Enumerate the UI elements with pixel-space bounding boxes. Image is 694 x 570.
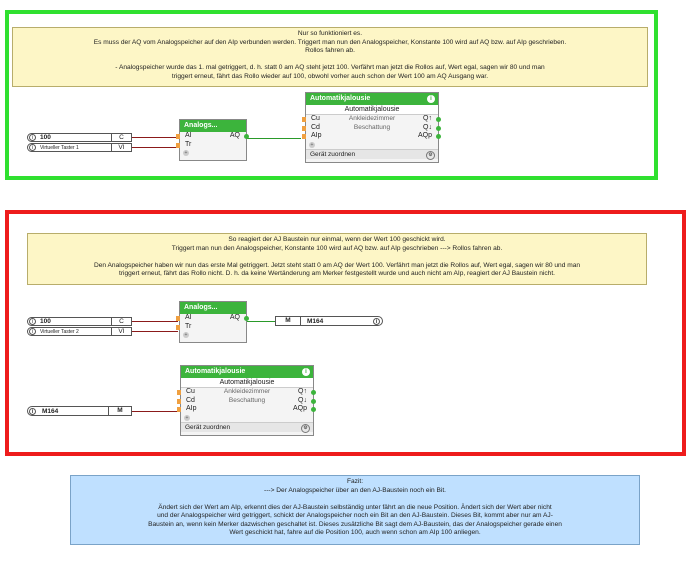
- wire-aq-aip: [246, 138, 301, 139]
- green-note[interactable]: Nur so funktioniert es. Es muss der AQ vom Analogspeicher auf den AIp verbunden werden. Triggert man nun den Analogspeicher, Konstante 100 wird auf AQ bzw. auf AIp geschrieben. Rollos fahren ab. - Analogspeicher wurde das 1. mal getriggert, d. h. statt 0 am AQ steht jetzt 100. Verfährt man jetzt die Rollos auf, Wert egal, sagen wir 80 und man triggert erneut, fährt das Rollo wieder auf 100, obwohl vorher auch schon der Wert 100 am AQ Ausgang war.: [12, 27, 648, 87]
- jal-subtitle: Automatikjalousie: [306, 105, 438, 115]
- marker-name: M164: [42, 407, 59, 415]
- jal-header: Automatikjalousie: [310, 95, 371, 102]
- analog-header: Analogs...: [180, 302, 246, 314]
- jal-room: Ankleidezimmer: [223, 388, 271, 395]
- taster-label: Virtueller Taster 2: [40, 328, 79, 335]
- analog-block-2[interactable]: [179, 301, 247, 343]
- const-port: C: [111, 318, 131, 325]
- const-block-1[interactable]: [27, 133, 132, 153]
- const-value: 100: [40, 134, 51, 141]
- marker-output[interactable]: [275, 316, 383, 326]
- jal-footer[interactable]: Gerät zuordnen: [310, 151, 356, 158]
- marker-port: M: [108, 407, 131, 415]
- jalousie-block-1[interactable]: [305, 92, 439, 163]
- wire-marker-aip: [132, 411, 178, 412]
- wire-c-ai: [132, 137, 178, 138]
- add-pin-icon[interactable]: +: [184, 150, 188, 156]
- const-value: 100: [40, 318, 51, 325]
- info-icon: i: [29, 144, 36, 151]
- jalousie-block-2[interactable]: [180, 365, 314, 436]
- jal-out-up: Q↑: [298, 388, 307, 395]
- jal-in-cd: Cd: [186, 396, 195, 404]
- info-icon: i: [373, 318, 380, 325]
- wire-vi-tr: [132, 331, 178, 332]
- taster-label: Virtueller Taster 1: [40, 144, 79, 151]
- jal-out-down: Q↓: [423, 123, 432, 131]
- analog-header: Analogs...: [180, 120, 246, 132]
- analog-block-1[interactable]: [179, 119, 247, 161]
- marker-name: M164: [307, 317, 324, 325]
- jal-out-aqp: AQp: [292, 405, 307, 412]
- jal-out-up: Q↑: [423, 115, 432, 122]
- jal-subtitle: Automatikjalousie: [181, 378, 313, 388]
- gear-icon[interactable]: ⚙: [301, 424, 310, 433]
- add-pin-icon[interactable]: +: [310, 141, 314, 148]
- jal-in-aip: AIp: [311, 132, 322, 139]
- info-icon: i: [29, 134, 36, 141]
- jal-footer[interactable]: Gerät zuordnen: [185, 424, 231, 431]
- wire-vi-tr: [132, 147, 178, 148]
- analog-in-tr: Tr: [185, 322, 192, 330]
- info-icon: i: [29, 328, 36, 335]
- marker-port: M: [276, 317, 301, 325]
- jal-in-cu: Cu: [311, 115, 320, 122]
- info-icon: i: [29, 408, 36, 415]
- const-port: C: [111, 134, 131, 141]
- jal-func: Beschattung: [228, 396, 266, 404]
- taster-port: VI: [111, 144, 131, 151]
- const-block-2[interactable]: [27, 317, 132, 337]
- marker-input[interactable]: [27, 406, 132, 416]
- taster-port: VI: [111, 328, 131, 335]
- analog-in-tr: Tr: [185, 140, 192, 148]
- wire-aq-marker: [246, 321, 275, 322]
- jal-header: Automatikjalousie: [185, 368, 246, 375]
- jal-out-down: Q↓: [298, 396, 307, 404]
- jal-in-cu: Cu: [186, 388, 195, 395]
- add-pin-icon[interactable]: +: [184, 332, 188, 338]
- info-icon[interactable]: i: [427, 95, 435, 103]
- info-icon[interactable]: i: [302, 368, 310, 376]
- jal-room: Ankleidezimmer: [348, 115, 396, 122]
- wire-c-ai: [132, 321, 178, 322]
- jal-func: Beschattung: [353, 123, 391, 131]
- analog-out-aq: AQ: [229, 132, 240, 139]
- red-note[interactable]: So reagiert der AJ Baustein nur einmal, wenn der Wert 100 geschickt wird. Triggert man nun den Analogspeicher, Konstante 100 wird auf AQ bzw. auf AIp geschrieben ---> Rollos fahren ab. Den Analogspeicher haben wir nun das erste Mal getriggert. Jetzt steht statt 0 am AQ der Wert 100. Verfährt man jetzt die Rollos auf, Wert egal, sagen wir 80 und man triggert erneut, fährt das Rollo nicht. D. h. da keine Wertänderung am Merker festgestellt wurde und auch nicht am AIp, reagiert der AJ Baustein nicht.: [27, 233, 647, 285]
- analog-in-ai: AI: [185, 132, 192, 139]
- analog-in-ai: AI: [185, 314, 192, 321]
- gear-icon[interactable]: ⚙: [426, 151, 435, 160]
- info-icon: i: [29, 318, 36, 325]
- add-pin-icon[interactable]: +: [185, 414, 189, 421]
- jal-in-cd: Cd: [311, 123, 320, 131]
- jal-out-aqp: AQp: [417, 132, 432, 139]
- fazit-note[interactable]: Fazit: ---> Der Analogspeicher über an den AJ-Baustein noch ein Bit. Ändert sich der Wert am AIp, erkennt dies der AJ-Baustein selbständig unter fährt an die neue Position. Ändert sich der Wert aber nicht und der Analogspeicher wird getriggert, schickt der Analogspeicher noch ein Bit an den AJ-Baustein. Dieses Bit, kommt aber nur am AJ- Baustein an, wenn kein Merker dazwischen geschaltet ist. Dieses zusätzliche Bit sagt dem AJ-Baustein, das der Analogspeicher gerade einen Wert geschickt hat, fahre auf die Position 100, auch wenn schon am AIp 100 anliegen.: [70, 475, 640, 545]
- analog-out-aq: AQ: [229, 314, 240, 321]
- jal-in-aip: AIp: [186, 405, 197, 412]
